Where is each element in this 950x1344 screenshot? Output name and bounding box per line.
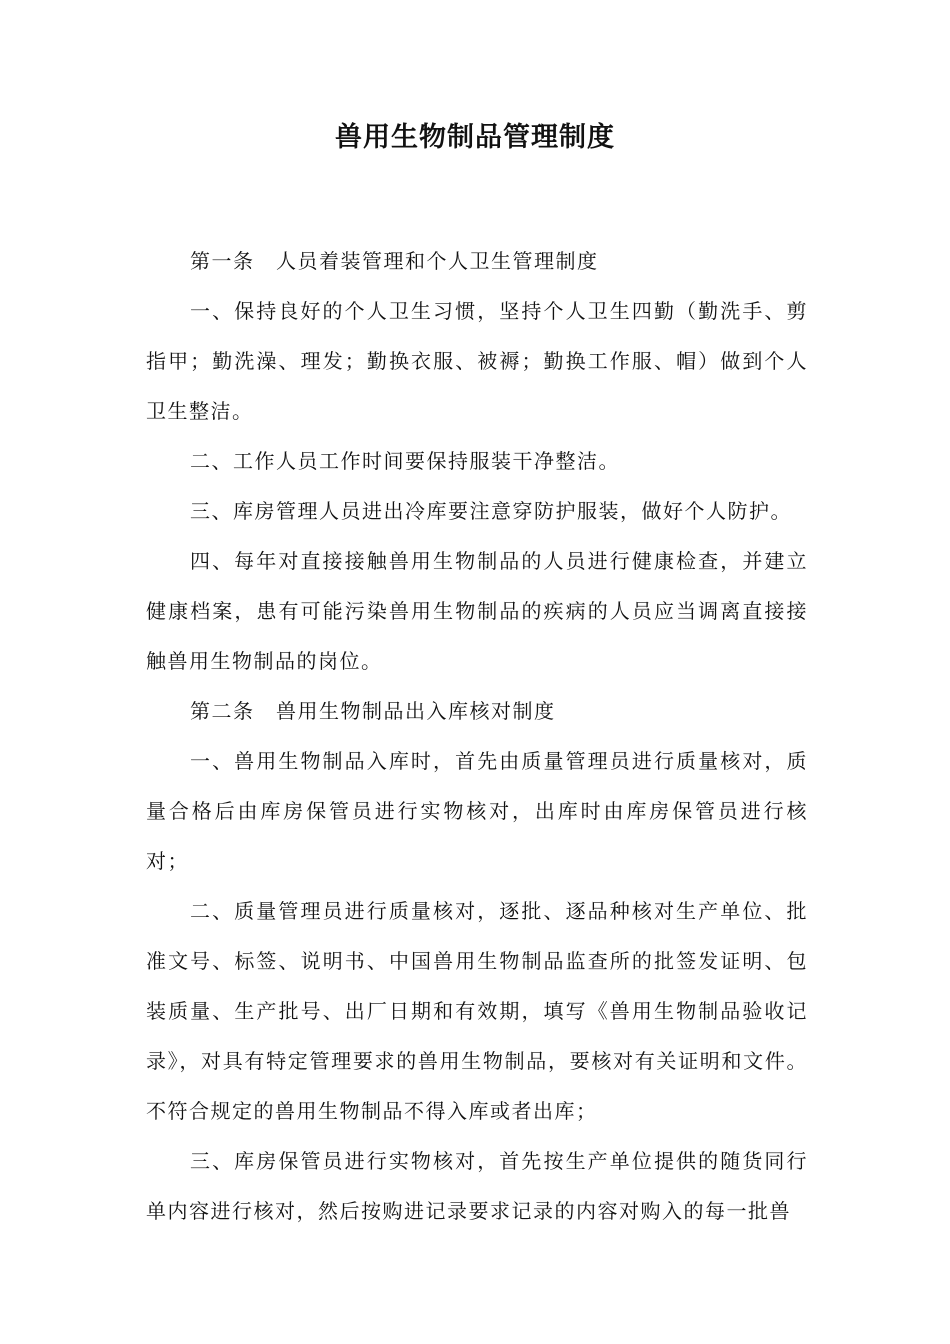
paragraph: 二、工作人员工作时间要保持服装干净整洁。 bbox=[190, 449, 620, 473]
paragraph: 四、每年对直接接触兽用生物制品的人员进行健康检查，并建立健康档案，患有可能污染兽用生物制品的疾病的人员应当调离直接接触兽用生物制品的岗位。 bbox=[146, 549, 808, 673]
document-title: 兽用生物制品管理制度 bbox=[335, 122, 615, 153]
paragraph: 一、兽用生物制品入库时，首先由质量管理员进行质量核对，质量合格后由库房保管员进行实物核对，出库时由库房保管员进行核对； bbox=[146, 749, 808, 873]
paragraph: 三、库房管理人员进出冷库要注意穿防护服装，做好个人防护。 bbox=[190, 499, 792, 523]
document-body bbox=[146, 236, 808, 1236]
paragraph: 三、库房保管员进行实物核对，首先按生产单位提供的随货同行单内容进行核对，然后按购进记录要求记录的内容对购入的每一批兽 bbox=[146, 1149, 808, 1223]
article-1-heading: 第一条 人员着装管理和个人卫生管理制度 bbox=[190, 249, 599, 273]
paragraph: 一、保持良好的个人卫生习惯，坚持个人卫生四勤（勤洗手、剪指甲；勤洗澡、理发；勤换衣服、被褥；勤换工作服、帽）做到个人卫生整洁。 bbox=[146, 299, 808, 423]
paragraph: 二、质量管理员进行质量核对，逐批、逐品种核对生产单位、批准文号、标签、说明书、中国兽用生物制品监查所的批签发证明、包装质量、生产批号、出厂日期和有效期，填写《兽用生物制品验收记录》，对具有特定管理要求的兽用生物制品，要核对有关证明和文件。不符合规定的兽用生物制品不得入库或者出库； bbox=[146, 899, 808, 1123]
article-2-heading: 第二条 兽用生物制品出入库核对制度 bbox=[190, 699, 556, 723]
